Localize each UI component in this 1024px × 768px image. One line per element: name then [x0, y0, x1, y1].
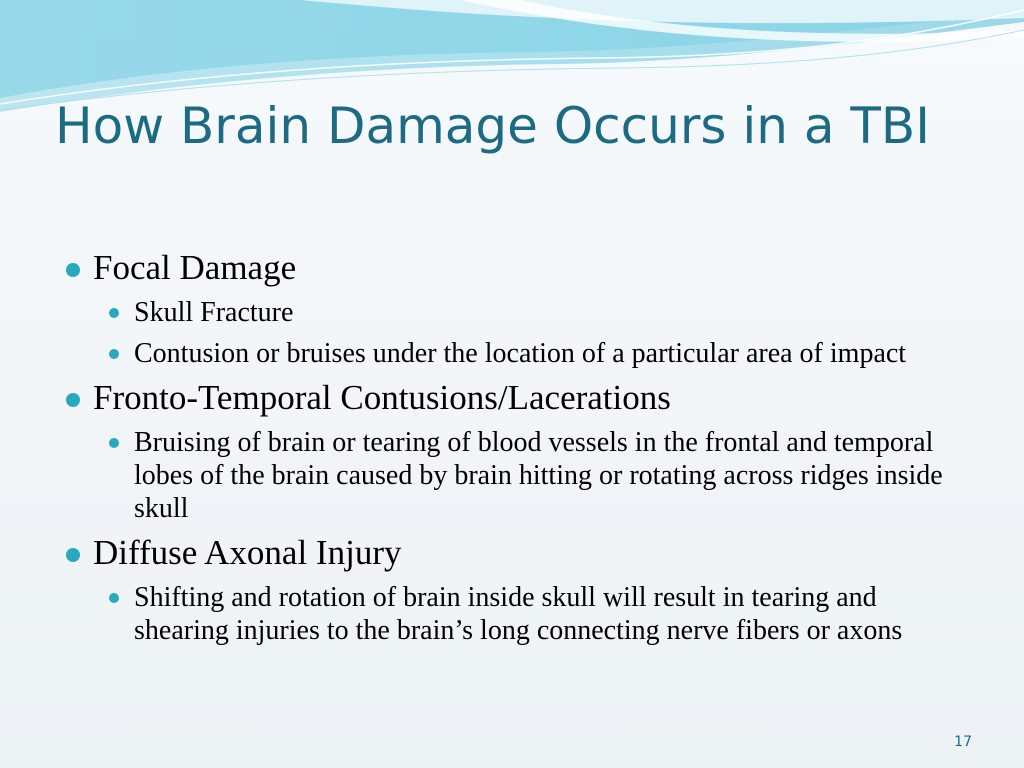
sub-bullet-item — [107, 337, 960, 370]
sub-bullet-item — [107, 426, 960, 525]
sub-bullet-item — [107, 581, 960, 647]
bullet-item-fronto-temporal — [60, 378, 960, 418]
bullet-list — [60, 248, 960, 647]
sub-bullet-dot-icon — [109, 308, 119, 318]
bullet-dot-icon — [66, 393, 80, 407]
bullet-dot-icon — [66, 263, 80, 277]
sub-bullet-dot-icon — [109, 593, 119, 603]
sub-bullet-text: Shifting and rotation of brain inside skull will result in tearing and shearing injuries to the brain’s long connecting nerve fibers or axons — [134, 582, 903, 646]
sub-bullet-text: Skull Fracture — [134, 297, 294, 328]
bullet-text: Fronto-Temporal Contusions/Lacerations — [93, 378, 671, 417]
sub-bullet-dot-icon — [109, 438, 119, 448]
sub-bullet-item — [107, 296, 960, 329]
bullet-text: Focal Damage — [93, 248, 297, 287]
bullet-item-focal-damage — [60, 248, 960, 288]
sub-bullet-dot-icon — [109, 349, 119, 359]
sub-bullet-text: Contusion or bruises under the location of a particular area of impact — [134, 338, 907, 369]
bullet-item-diffuse-axonal-injury — [60, 533, 960, 573]
bullet-dot-icon — [66, 548, 80, 562]
sub-bullet-text: Bruising of brain or tearing of blood vessels in the frontal and temporal lobes of the brain caused by brain hitting or rotating across ridges inside skull — [134, 427, 943, 524]
bullet-text: Diffuse Axonal Injury — [93, 533, 402, 572]
page-number: 17 — [954, 734, 972, 750]
slide-title: How Brain Damage Occurs in a TBI — [55, 97, 930, 155]
